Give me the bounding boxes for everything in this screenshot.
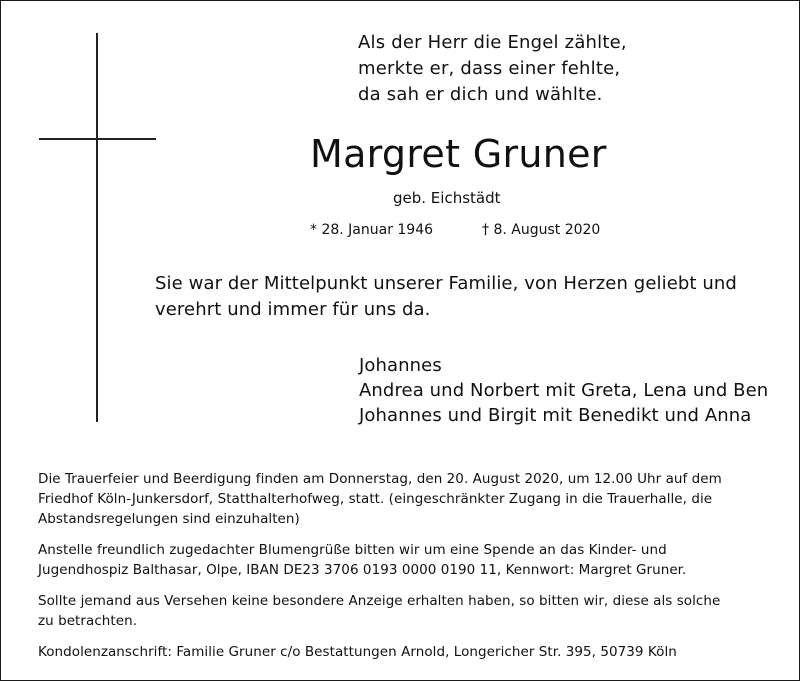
notice-line: Anstelle freundlich zugedachter Blumengrüße bitten wir um eine Spende an das Kinder- und [38, 542, 667, 558]
poem [358, 30, 627, 108]
tribute-line: Sie war der Mittelpunkt unserer Familie, von Herzen geliebt und [155, 273, 737, 294]
mourner-entry: Johannes und Birgit mit Benedikt und Anna [359, 405, 752, 426]
cross-horizontal-bar [39, 138, 156, 140]
birth-date: * 28. Januar 1946 [310, 222, 434, 238]
death-date: † 8. August 2020 [482, 222, 601, 238]
tribute-text [155, 271, 755, 323]
notices [38, 458, 722, 673]
deceased-name: Margret Gruner [310, 132, 607, 176]
notice-line: Jugendhospiz Balthasar, Olpe, IBAN DE23 3706 0193 0000 0190 11, Kennwort: Margret Gruner. [38, 562, 687, 578]
notice-line: Sollte jemand aus Versehen keine besondere Anzeige erhalten haben, so bitten wir, diese als solche [38, 593, 721, 609]
notice-line: zu betrachten. [38, 613, 138, 629]
notice-line: Abstandsregelungen sind einzuhalten) [38, 511, 300, 527]
poem-line: da sah er dich und wählte. [358, 84, 603, 105]
maiden-name: geb. Eichstädt [393, 189, 501, 207]
mourner-entry: Andrea und Norbert mit Greta, Lena und Ben [359, 380, 769, 401]
tribute-line: verehrt und immer für uns da. [155, 299, 431, 320]
notice-line: Kondolenzanschrift: Familie Gruner c/o Bestattungen Arnold, Longericher Str. 395, 50739 Köln [38, 644, 677, 660]
notice-line: Die Trauerfeier und Beerdigung finden am Donnerstag, den 20. August 2020, um 12.00 Uhr auf dem [38, 471, 722, 487]
poem-line: merkte er, dass einer fehlte, [358, 58, 621, 79]
cross-vertical-bar [96, 33, 98, 422]
mourners-list [359, 353, 768, 428]
mourner-entry: Johannes [359, 355, 442, 376]
poem-line: Als der Herr die Engel zählte, [358, 32, 627, 53]
notice-line: Friedhof Köln-Junkersdorf, Statthalterhofweg, statt. (eingeschränkter Zugang in die Trauerhalle, die [38, 491, 713, 507]
